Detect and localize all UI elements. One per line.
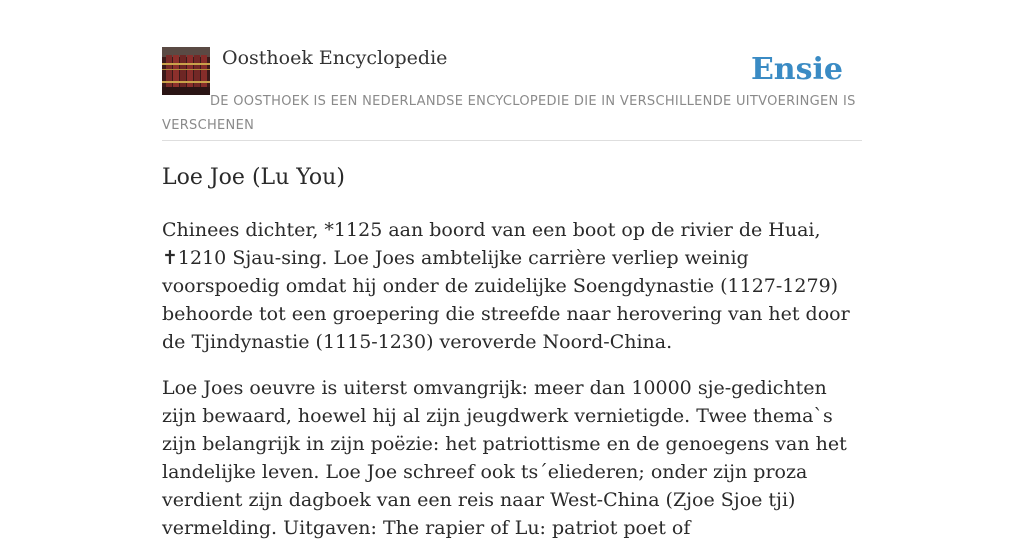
article-paragraph: Chinees dichter, *1125 aan boord van een boot op de rivier de Huai, ✝1210 Sjau-sing. Loe Joes ambtelijke carrière verliep weinig voorspoedig omdat hij onder de zuidelijke Soengdynastie (1127-1279) behoorde tot een groepering die streefde naar herovering van het door de Tjindynastie (1115-1230) veroverde Noord-China. — [162, 219, 850, 353]
site-header — [162, 46, 862, 141]
encyclopedia-books-icon[interactable] — [162, 47, 210, 95]
site-tagline: DE OOSTHOEK IS EEN NEDERLANDSE ENCYCLOPEDIE DIE IN VERSCHILLENDE UITVOERINGEN IS VERSCHENEN — [162, 94, 856, 133]
article-paragraph: Loe Joes oeuvre is uiterst omvangrijk: meer dan 10000 sje-gedichten zijn bewaard, hoewel hij al zijn jeugdwerk vernietigde. Twee thema`s zijn belangrijk in zijn poëzie: het patriottisme en de genoegens van het landelijke leven. Loe Joe schreef ook ts´eliederen; onder zijn proza verdient zijn dagboek van een reis naar West-China (Zjoe Sjoe tji) vermelding. Uitgaven: The rapier of Lu: patriot poet of — [162, 377, 847, 539]
brand-logo[interactable]: Ensie — [750, 52, 843, 87]
article — [162, 160, 862, 542]
site-title[interactable]: Oosthoek Encyclopedie — [222, 47, 448, 69]
article-title: Loe Joe (Lu You) — [162, 165, 345, 190]
